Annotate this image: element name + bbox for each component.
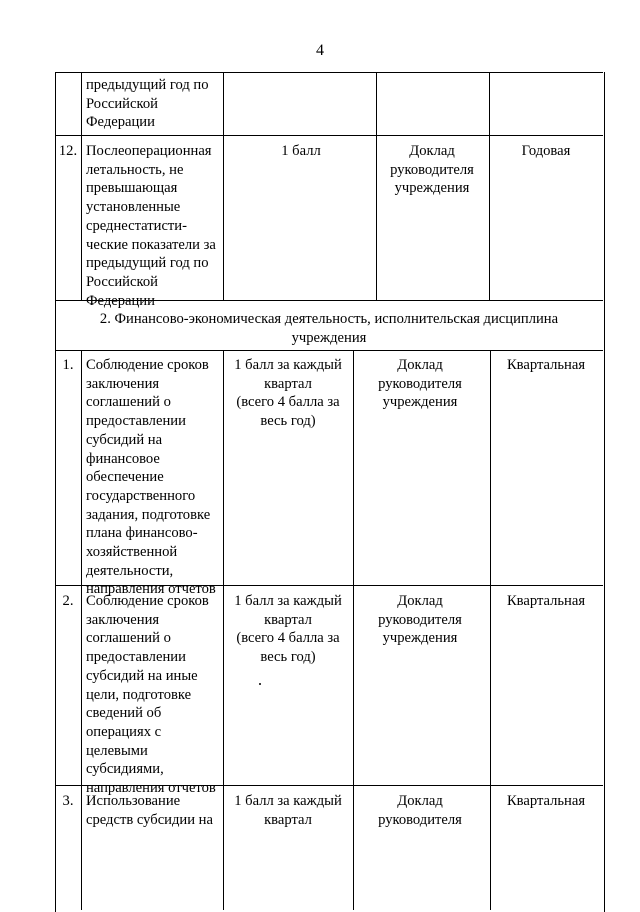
criterion-cell [86,792,224,829]
row-divider [55,135,603,136]
criterion-line: соглашений о [86,394,171,411]
criterion-line: обеспечение [86,469,164,486]
section-heading [60,310,598,347]
row-number: 3. [62,793,74,809]
section-title-line: 2. Финансово-экономическая деятельность, исполнительская дисциплина [99,311,559,327]
criterion-line: заключения [86,375,160,392]
period-cell [491,356,601,375]
report-line: учреждения [382,394,458,411]
score-cell [227,356,349,431]
report-cell [372,142,492,198]
criterion-line: Использование [86,793,181,809]
criterion-line: субсидий на иные [86,667,198,684]
criterion-line: направления отчетов [86,581,216,598]
criterion-line: финансовое [86,450,160,467]
criterion-line: плана финансово- [86,525,198,542]
criterion-line: Послеоперационная [86,143,212,159]
criterion-cell [86,356,224,599]
report-line: учреждения [382,630,458,647]
report-line: руководителя [378,811,462,828]
row-divider [55,350,603,351]
criterion-line: соглашений о [86,630,171,647]
score-cell [236,142,366,161]
criterion-line: ческие показатели за [86,236,216,253]
report-line: руководителя [378,375,462,392]
criterion-line: превышающая [86,180,178,197]
row-number: 12. [58,143,78,159]
score-line: квартал [264,811,312,828]
criterion-line: Российской [86,273,158,290]
report-line: Доклад [397,357,443,373]
criterion-line: субсидиями, [86,761,164,778]
table-border [55,72,603,73]
section-title-line: учреждения [291,329,367,346]
row-number: 1. [62,357,74,373]
criterion-line: Федерации [86,292,155,309]
report-line: Доклад [409,143,455,159]
report-line: Доклад [397,593,443,609]
score-line: квартал [264,611,312,628]
criterion-line: цели, подготовке [86,686,192,703]
score-line: 1 балл за каждый [234,593,342,609]
column-divider [81,72,82,300]
criterion-line: субсидий на [86,431,163,448]
criterion-line: Федерации [86,114,155,131]
criterion-line: сведений об [86,705,162,722]
criterion-cell [86,76,224,132]
column-divider [353,350,354,910]
score-line: (всего 4 балла за [236,630,340,647]
score-line: (всего 4 балла за [236,394,340,411]
report-cell [359,592,481,648]
criterion-line: хозяйственной [86,544,178,561]
criterion-line: предыдущий год по [86,255,209,272]
period-cell [491,792,601,811]
page-number: 4 [316,42,324,59]
criterion-cell [86,142,224,310]
criterion-line: Российской [86,95,158,112]
score-cell [227,592,349,667]
score-line: 1 балл за каждый [234,793,342,809]
report-line: руководителя [390,161,474,178]
score-line: квартал [264,375,312,392]
criterion-line: Соблюдение сроков [86,593,209,609]
period-line: Квартальная [506,793,586,809]
criterion-cell [86,592,224,798]
score-cell [227,792,349,829]
criterion-line: установленные [86,199,181,216]
row-number: 2. [62,593,74,609]
report-cell [359,356,481,412]
criterion-line: предоставлении [86,649,186,666]
criterion-line: летальность, не [86,161,184,178]
scan-speck [259,683,261,685]
period-line: Годовая [521,143,571,159]
criterion-line: задания, подготовке [86,506,211,523]
criterion-line: направления отчетов [86,780,216,797]
report-line: руководителя [378,611,462,628]
criterion-line: среднестатисти- [86,217,187,234]
score-line: 1 балл за каждый [234,357,342,373]
period-line: Квартальная [506,357,586,373]
criterion-line: деятельности, [86,562,174,579]
column-divider [81,350,82,910]
criterion-line: заключения [86,611,160,628]
score-line: весь год) [260,413,316,430]
criterion-line: предоставлении [86,413,186,430]
period-cell [491,592,601,611]
period-cell [491,142,601,161]
period-line: Квартальная [506,593,586,609]
criterion-line: государственного [86,487,196,504]
criterion-line: операциях с [86,723,162,740]
criterion-line: Соблюдение сроков [86,357,209,373]
criterion-line: средств субсидии на [86,811,213,828]
criterion-line: предыдущий год по [86,77,209,93]
report-line: учреждения [394,180,470,197]
criterion-line: целевыми [86,742,148,759]
score-line: весь год) [260,649,316,666]
report-line: Доклад [397,793,443,809]
report-cell [359,792,481,829]
score-line: 1 балл [281,143,321,159]
column-divider [490,350,491,910]
